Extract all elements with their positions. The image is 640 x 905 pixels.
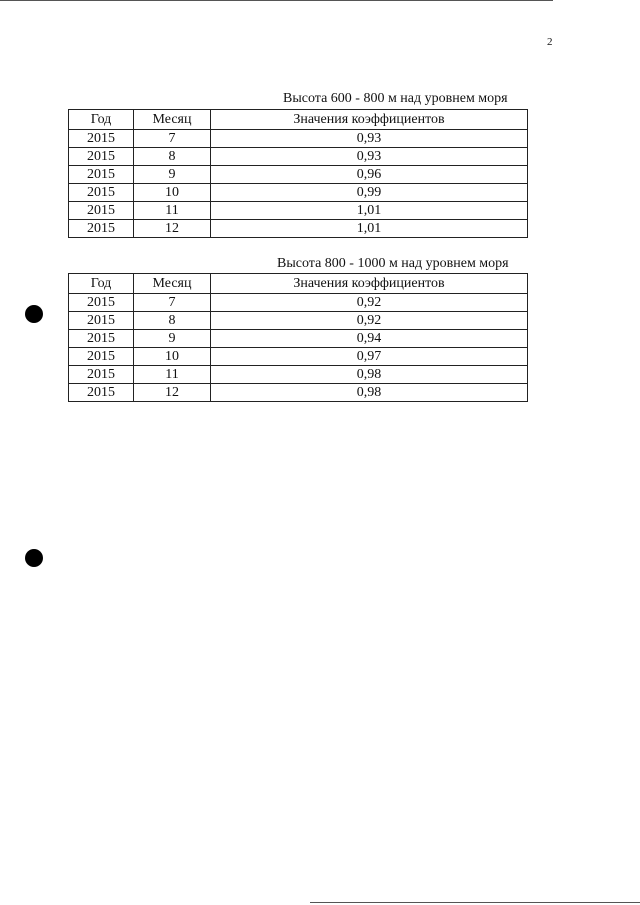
punch-hole-mark [25,305,43,323]
cell-year: 2015 [69,294,134,312]
cell-coefficient: 0,97 [211,348,528,366]
cell-month: 11 [134,202,211,220]
table-row [69,130,528,148]
table-header-row [69,274,528,294]
table-row [69,184,528,202]
cell-year: 2015 [69,202,134,220]
table-row [69,166,528,184]
coefficients-table-600-800 [68,109,528,238]
scan-edge-line [0,0,553,1]
cell-year: 2015 [69,312,134,330]
table-row [69,366,528,384]
table-row [69,348,528,366]
cell-year: 2015 [69,384,134,402]
header-month: Месяц [134,274,211,294]
table-1-caption: Высота 600 - 800 м над уровнем моря [283,91,508,106]
cell-coefficient: 0,92 [211,294,528,312]
header-year: Год [69,274,134,294]
table-row [69,220,528,238]
cell-coefficient: 0,93 [211,148,528,166]
table-row [69,148,528,166]
cell-month: 9 [134,330,211,348]
cell-coefficient: 0,98 [211,366,528,384]
cell-coefficient: 0,99 [211,184,528,202]
table-row [69,294,528,312]
cell-month: 8 [134,148,211,166]
table-2-caption: Высота 800 - 1000 м над уровнем моря [277,256,509,271]
cell-year: 2015 [69,330,134,348]
cell-year: 2015 [69,148,134,166]
cell-coefficient: 1,01 [211,220,528,238]
cell-year: 2015 [69,220,134,238]
cell-month: 12 [134,220,211,238]
page-number: 2 [547,36,553,48]
cell-month: 7 [134,130,211,148]
cell-year: 2015 [69,130,134,148]
cell-coefficient: 1,01 [211,202,528,220]
cell-coefficient: 0,98 [211,384,528,402]
cell-year: 2015 [69,166,134,184]
header-coefficient: Значения коэффициентов [211,110,528,130]
cell-coefficient: 0,92 [211,312,528,330]
coefficients-table-800-1000 [68,273,528,402]
table-row [69,330,528,348]
cell-month: 8 [134,312,211,330]
scan-edge-line [310,902,640,903]
cell-year: 2015 [69,366,134,384]
cell-coefficient: 0,93 [211,130,528,148]
cell-coefficient: 0,94 [211,330,528,348]
header-month: Месяц [134,110,211,130]
table-row [69,384,528,402]
cell-month: 12 [134,384,211,402]
cell-coefficient: 0,96 [211,166,528,184]
table-row [69,312,528,330]
cell-month: 10 [134,348,211,366]
cell-month: 9 [134,166,211,184]
cell-month: 10 [134,184,211,202]
cell-month: 11 [134,366,211,384]
table-row [69,202,528,220]
cell-month: 7 [134,294,211,312]
cell-year: 2015 [69,348,134,366]
table-header-row [69,110,528,130]
header-coefficient: Значения коэффициентов [211,274,528,294]
header-year: Год [69,110,134,130]
cell-year: 2015 [69,184,134,202]
punch-hole-mark [25,549,43,567]
